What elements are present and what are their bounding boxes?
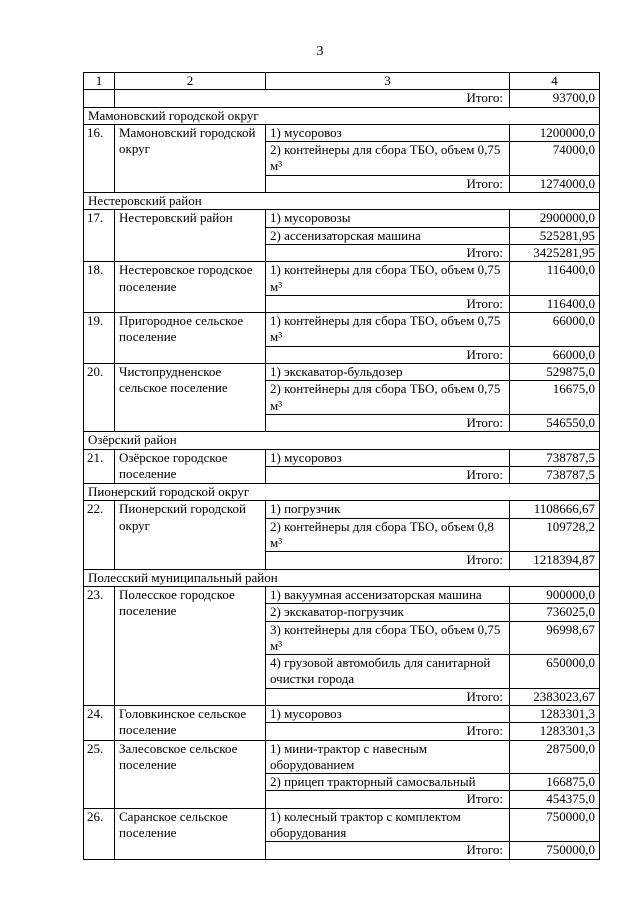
- header-cell: 3: [266, 73, 510, 90]
- entry-name: Озёрское городское поселение: [115, 449, 266, 484]
- item-label: 1) экскаватор-бульдозер: [266, 364, 510, 381]
- entry-name: Пионерский городской округ: [115, 501, 266, 569]
- item-value: 96998,67: [510, 621, 600, 655]
- entry-number: 18.: [84, 262, 115, 313]
- item-row: [84, 808, 600, 842]
- equipment-table: [83, 72, 600, 860]
- section-title: Полесский муниципальный район: [84, 569, 600, 586]
- item-value: 16675,0: [510, 381, 600, 415]
- entry-name: Головкинское сельское поселение: [115, 705, 266, 740]
- entry-name: Саранское сельское поселение: [115, 808, 266, 859]
- item-row: [84, 210, 600, 227]
- section-row: [84, 107, 600, 124]
- item-row: [84, 313, 600, 347]
- section-row: [84, 484, 600, 501]
- entry-name: Мамоновский городской округ: [115, 124, 266, 192]
- item-label: 1) мусоровозы: [266, 210, 510, 227]
- section-title: Озёрский район: [84, 432, 600, 449]
- item-label: 1) мусоровоз: [266, 124, 510, 141]
- entry-number: 24.: [84, 705, 115, 740]
- total-label: Итого:: [266, 90, 510, 107]
- item-label: 2) контейнеры для сбора ТБО, объем 0,8 м³: [266, 518, 510, 552]
- item-row: [84, 586, 600, 603]
- item-label: 1) вакуумная ассенизаторская машина: [266, 586, 510, 603]
- item-label: 2) ассенизаторская машина: [266, 227, 510, 244]
- item-row: [84, 364, 600, 381]
- total-value: 750000,0: [510, 842, 600, 859]
- item-value: 2900000,0: [510, 210, 600, 227]
- item-row: [84, 262, 600, 296]
- header-cell: 4: [510, 73, 600, 90]
- item-value: 750000,0: [510, 808, 600, 842]
- item-value: 1108666,67: [510, 501, 600, 518]
- item-label: 2) экскаватор-погрузчик: [266, 604, 510, 621]
- total-value: 93700,0: [510, 90, 600, 107]
- item-value: 1283301,3: [510, 705, 600, 722]
- header-row: [84, 73, 600, 90]
- entry-number: 26.: [84, 808, 115, 859]
- item-label: 2) прицеп тракторный самосвальный: [266, 774, 510, 791]
- item-value: 66000,0: [510, 313, 600, 347]
- entry-name: Полесское городское поселение: [115, 586, 266, 705]
- item-label: 1) контейнеры для сбора ТБО, объем 0,75 м³: [266, 262, 510, 296]
- entry-number: 23.: [84, 586, 115, 705]
- item-value: 900000,0: [510, 586, 600, 603]
- total-value: 454375,0: [510, 791, 600, 808]
- total-label: Итого:: [266, 346, 510, 363]
- item-value: 738787,5: [510, 449, 600, 466]
- page-number: 3: [316, 44, 324, 59]
- total-label: Итого:: [266, 791, 510, 808]
- item-label: 1) мусоровоз: [266, 449, 510, 466]
- item-row: [84, 124, 600, 141]
- entry-name: Нестеровский район: [115, 210, 266, 262]
- entry-name: Пригородное сельское поселение: [115, 313, 266, 364]
- entry-number: 19.: [84, 313, 115, 364]
- section-title: Нестеровский район: [84, 193, 600, 210]
- item-label: 1) мусоровоз: [266, 705, 510, 722]
- item-label: 1) контейнеры для сбора ТБО, объем 0,75 м³: [266, 313, 510, 347]
- total-label: Итого:: [266, 414, 510, 431]
- entry-name: Нестеровское городское поселение: [115, 262, 266, 313]
- section-row: [84, 432, 600, 449]
- total-label: Итого:: [266, 842, 510, 859]
- item-row: [84, 501, 600, 518]
- item-value: 1200000,0: [510, 124, 600, 141]
- entry-name: Чистопрудненское сельское поселение: [115, 364, 266, 432]
- total-value: 66000,0: [510, 346, 600, 363]
- header-cell: 1: [84, 73, 115, 90]
- total-value: 546550,0: [510, 414, 600, 431]
- section-title: Пионерский городской округ: [84, 484, 600, 501]
- item-label: 1) мини-трактор с навесным оборудованием: [266, 740, 510, 774]
- entry-number: 16.: [84, 124, 115, 192]
- item-label: 1) колесный трактор с комплектом оборудования: [266, 808, 510, 842]
- item-value: 116400,0: [510, 262, 600, 296]
- item-row: [84, 449, 600, 466]
- total-value: 1218394,87: [510, 552, 600, 569]
- total-value: 1274000,0: [510, 175, 600, 192]
- total-value: 1283301,3: [510, 723, 600, 740]
- top-total-row: [84, 90, 600, 107]
- total-label: Итого:: [266, 688, 510, 705]
- header-cell: 2: [115, 73, 266, 90]
- total-value: 738787,5: [510, 466, 600, 483]
- total-label: Итого:: [266, 723, 510, 740]
- item-value: 736025,0: [510, 604, 600, 621]
- entry-number: 25.: [84, 740, 115, 808]
- total-value: 116400,0: [510, 295, 600, 312]
- total-label: Итого:: [266, 175, 510, 192]
- total-label: Итого:: [266, 466, 510, 483]
- section-row: [84, 193, 600, 210]
- total-label: Итого:: [266, 295, 510, 312]
- item-label: 2) контейнеры для сбора ТБО, объем 0,75 м³: [266, 381, 510, 415]
- item-value: 650000,0: [510, 655, 600, 689]
- item-value: 74000,0: [510, 142, 600, 176]
- item-value: 166875,0: [510, 774, 600, 791]
- total-label: Итого:: [266, 552, 510, 569]
- entry-number: 22.: [84, 501, 115, 569]
- item-label: 1) погрузчик: [266, 501, 510, 518]
- total-label: Итого:: [266, 244, 510, 261]
- entry-number: 20.: [84, 364, 115, 432]
- section-title: Мамоновский городской округ: [84, 107, 600, 124]
- total-value: 3425281,95: [510, 244, 600, 261]
- item-label: 4) грузовой автомобиль для санитарной очистки города: [266, 655, 510, 689]
- section-row: [84, 569, 600, 586]
- item-value: 529875,0: [510, 364, 600, 381]
- item-row: [84, 740, 600, 774]
- item-value: 525281,95: [510, 227, 600, 244]
- item-label: 3) контейнеры для сбора ТБО, объем 0,75 м³: [266, 621, 510, 655]
- entry-number: 17.: [84, 210, 115, 262]
- item-row: [84, 705, 600, 722]
- item-value: 109728,2: [510, 518, 600, 552]
- item-label: 2) контейнеры для сбора ТБО, объем 0,75 м³: [266, 142, 510, 176]
- entry-name: Залесовское сельское поселение: [115, 740, 266, 808]
- entry-number: 21.: [84, 449, 115, 484]
- total-value: 2383023,67: [510, 688, 600, 705]
- item-value: 287500,0: [510, 740, 600, 774]
